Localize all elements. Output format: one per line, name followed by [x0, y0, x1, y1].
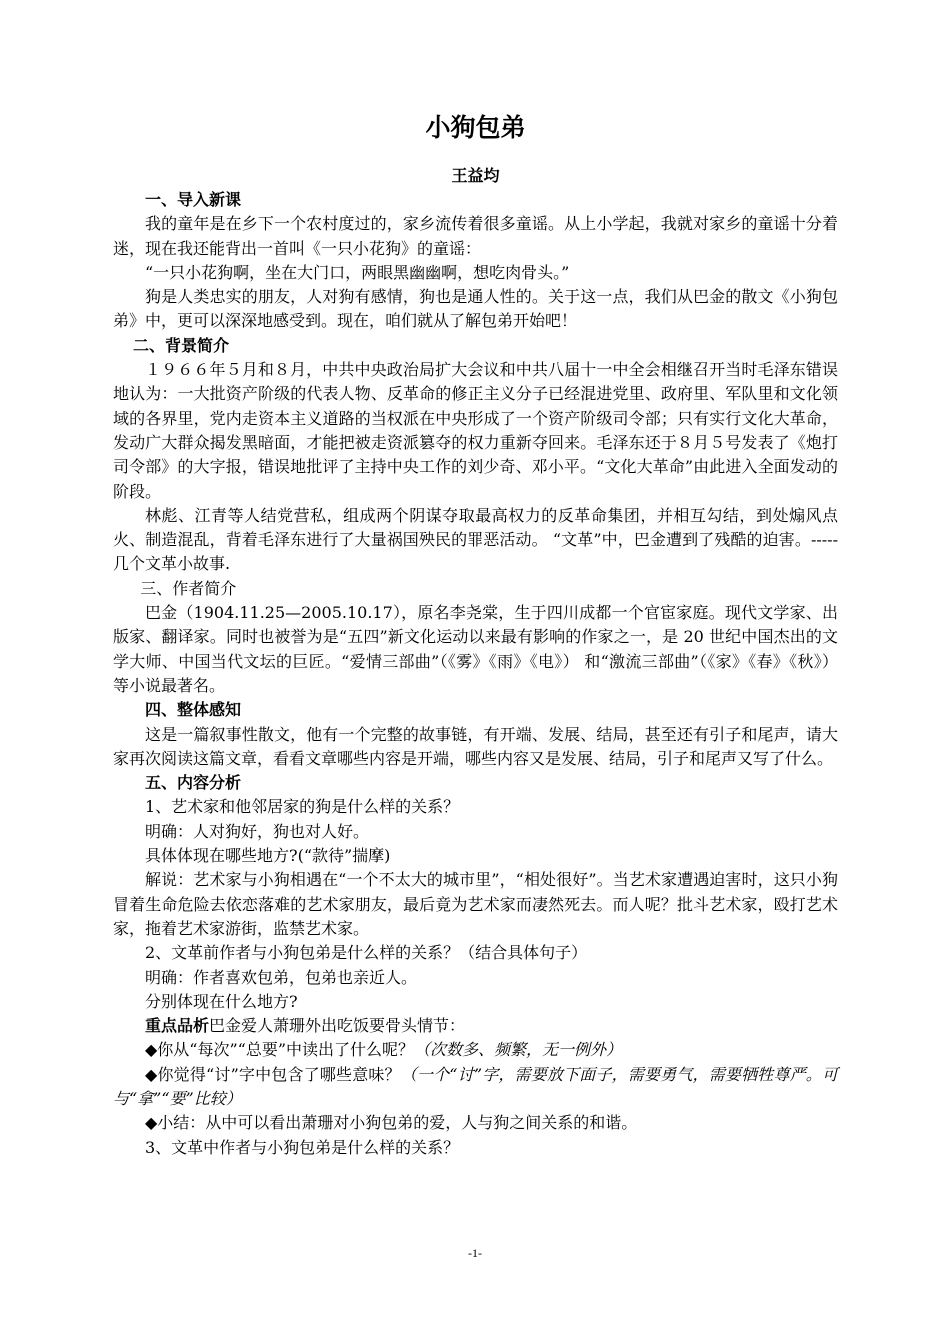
paragraph: 这是一篇叙事性散文，他有一个完整的故事链，有开端、发展、结局，甚至还有引子和尾声，请大家再次阅读这篇文章，看看文章哪些内容是开端，哪些内容又是发展、结局，引子和尾声又写了什么。 — [113, 724, 838, 768]
section-heading-background: 二、背景简介 — [133, 335, 230, 355]
paragraph: １９６６年５月和８月，中共中央政治局扩大会议和中共八届十一中全会相继召开当时毛泽东错误地认为：一大批资产阶级的代表人物、反革命的修正主义分子已经混进党里、政府里、军队里和文化领域的各界里，党内走资本主义道路的当权派在中央形成了一个资产阶级司令部；只有实行文化大革命，发动广大群众揭发黑暗面，才能把被走资派篡夺的权力重新夺回来。毛泽东还于８月５号发表了《炮打司令部》的大字报，错误地批评了主持中央工作的刘少奇、邓小平。“文化大革命”由此进入全面发动的阶段。 — [113, 360, 838, 501]
document-page — [113, 108, 838, 1160]
section-heading-analysis: 五、内容分析 — [145, 773, 242, 793]
focus-label: 重点品析 — [145, 1016, 210, 1036]
bullet-answer: （一个“讨”字，需要放下面子，需要勇气，需要牺牲尊严。可与“拿”“要”比较） — [113, 1064, 838, 1108]
section-heading-intro: 一、导入新课 — [145, 190, 242, 209]
focus-text: 巴金爱人萧珊外出吃饭要骨头情节： — [209, 1016, 466, 1036]
bullet-text: ◆你从“每次”“总要”中读出了什么呢？ — [145, 1040, 415, 1060]
bullet-item — [113, 1038, 838, 1062]
author-name: 王益均 — [451, 166, 500, 185]
section-heading-author-text: 三、作者简介 — [140, 578, 237, 598]
paragraph: 我的童年是在乡下一个农村度过的，家乡流传着很多童谣。从上小学起，我就对家乡的童谣十分着迷，现在我还能背出一首叫《一只小花狗》的童谣： — [113, 214, 838, 258]
question: 2、文革前作者与小狗包弟是什么样的关系？（结合具体句子） — [145, 943, 588, 963]
bullet-item: ◆小结：从中可以看出萧珊对小狗包弟的爱，人与狗之间关系的和谐。 — [145, 1113, 638, 1133]
quote-paragraph: “一只小花狗啊，坐在大门口，两眼黑幽幽啊，想吃肉骨头。” — [145, 262, 570, 282]
explanation: 解说：艺术家与小狗相遇在“一个不太大的城市里”，“相处很好”。当艺术家遭遇迫害时，这只小狗冒着生命危险去依恋落难的艺术家朋友，最后竟为艺术家而凄然死去。而人呢？批斗艺术家，殴打艺术家，拖着艺术家游街，监禁艺术家。 — [113, 870, 838, 938]
paragraph: 林彪、江青等人结党营私，组成两个阴谋夺取最高权力的反革命集团，并相互勾结，到处煽风点火、制造混乱，背着毛泽东进行了大量祸国殃民的罪恶活动。 “文革”中，巴金遭到了残酷的迫害。-----几个文革小故事. — [113, 505, 838, 574]
bullet-answer: （次数多、频繁，无一例外） — [414, 1040, 623, 1060]
paragraph: 狗是人类忠实的朋友，人对狗有感情，狗也是通人性的。关于这一点，我们从巴金的散文《小狗包弟》中，更可以深深地感受到。现在，咱们就从了解包弟开始吧！ — [113, 287, 838, 331]
question: 3、文革中作者与小狗包弟是什么样的关系？ — [145, 1137, 460, 1157]
question: 1、艺术家和他邻居家的狗是什么样的关系？ — [145, 797, 460, 817]
focus-line — [113, 1014, 838, 1038]
question: 分别体现在什么地方? — [145, 991, 298, 1011]
answer: 明确：人对狗好，狗也对人好。 — [145, 821, 370, 841]
question: 具体体现在哪些地方?(“款待”揣摩) — [145, 846, 391, 866]
bullet-text: ◆你觉得“讨”字中包含了哪些意味？ — [145, 1064, 401, 1084]
section-heading-author — [113, 577, 838, 601]
document-title: 小狗包弟 — [425, 113, 526, 142]
paragraph: 巴金（1904.11.25—2005.10.17），原名李尧棠，生于四川成都一个官宦家庭。现代文学家、出版家、翻译家。同时也被誉为是“五四”新文化运动以来最有影响的作家之一，是 20 世纪中国杰出的文学大师、中国当代文坛的巨匠。“爱情三部曲”（《雾》《雨》《电》） 和“激流三部曲”（《家》《春》《秋》）等小说最著名。 — [113, 603, 838, 695]
page-number: -1- — [468, 1246, 482, 1260]
answer: 明确：作者喜欢包弟，包弟也亲近人。 — [145, 967, 418, 987]
bullet-item — [113, 1063, 838, 1112]
section-heading-overview: 四、整体感知 — [145, 700, 242, 720]
